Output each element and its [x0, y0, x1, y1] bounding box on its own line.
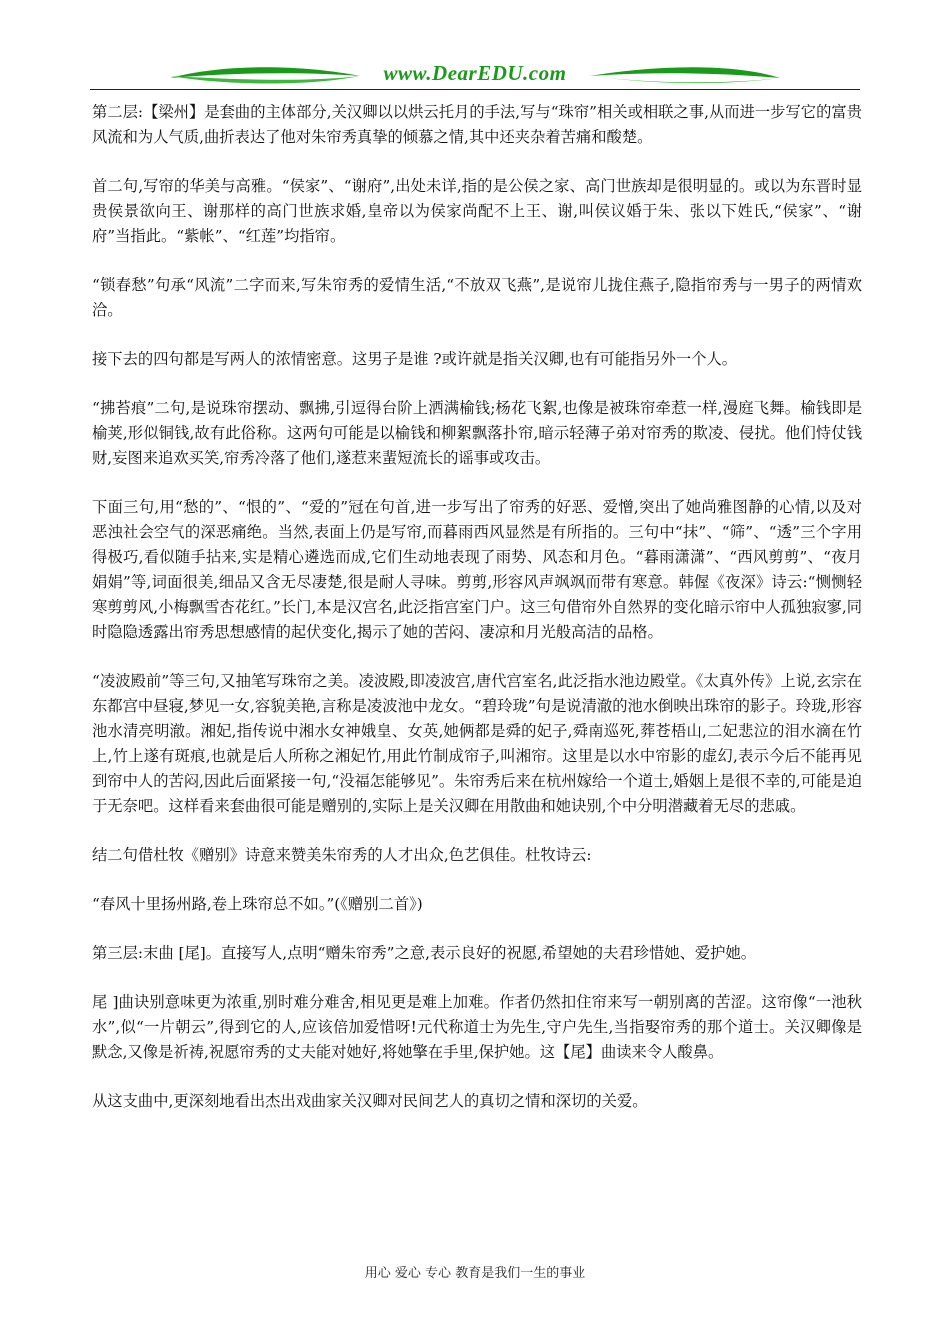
paragraph: 从这支曲中,更深刻地看出杰出戏曲家关汉卿对民间艺人的真切之情和深切的关爱。	[92, 1092, 648, 1110]
paragraph: 接下去的四句都是写两人的浓情密意。这男子是谁 ?或许就是指关汉卿,也有可能指另外一个人。	[92, 350, 738, 368]
site-url: www.DearEDU.com	[383, 61, 567, 85]
header-divider	[90, 89, 860, 90]
paragraph: 尾 ]曲诀别意味更为浓重,别时难分难舍,相见更是难上加难。作者仍然扣住帘来写一朝别离的苦涩。这帘像“一池秋水”,似“一片朝云”,得到它的人,应该倍加爱惜呀!元代称道士为先生,守户先生,当指娶帘秀的那个道士。关汉卿像是默念,又像是祈祷,祝愿帘秀的丈夫能对她好,将她擎在手里,保护她。这【尾】曲读来令人酸鼻。	[92, 993, 862, 1061]
paragraph: “凌波殿前”等三句,又抽笔写珠帘之美。凌波殿,即凌波宫,唐代宫室名,此泛指水池边殿堂。《太真外传》上说,玄宗在东都宫中昼寝,梦见一女,容貌美艳,言称是凌波池中龙女。“碧玲珑”句是说清澈的池水倒映出珠帘的影子。玲珑,形容池水清亮明澈。湘妃,指传说中湘水女神娥皇、女英,她俩都是舜的妃子,舜南巡死,葬苍梧山,二妃悲泣的泪水滴在竹上,竹上遂有斑痕,也就是后人所称之湘妃竹,用此竹制成帘子,叫湘帘。这里是以水中帘影的虚幻,表示今后不能再见到帘中人的苦闷,因此后面紧接一句,“没福怎能够见”。朱帘秀后来在杭州嫁给一个道士,婚姻上是很不幸的,可能是迫于无奈吧。这样看来套曲很可能是赠别的,实际上是关汉卿在用散曲和她诀别,个中分明潜藏着无尽的悲戚。	[92, 672, 862, 815]
site-header-logo	[90, 58, 860, 90]
paragraph: “春风十里扬州路,卷上珠帘总不如。”(《赠别二首》)	[92, 895, 423, 913]
paragraph: “锁春愁”句承“风流”二字而来,写朱帘秀的爱情生活,“不放双飞燕”,是说帘儿拢住燕子,隐指帘秀与一男子的两情欢洽。	[92, 276, 862, 319]
paragraph: 第二层:【梁州】是套曲的主体部分,关汉卿以以烘云托月的手法,写与“珠帘”相关或相联之事,从而进一步写它的富贵风流和为人气质,曲折表达了他对朱帘秀真挚的倾慕之情,其中还夹杂着苦痛和酸楚。	[92, 103, 862, 146]
paragraph: 下面三句,用“愁的”、“恨的”、“爱的”冠在句首,进一步写出了帘秀的好恶、爱憎,突出了她尚雅图静的心情,以及对恶浊社会空气的深恶痛绝。当然,表面上仍是写帘,而暮雨西风显然是有所指的。三句中“抹”、“筛”、“透”三个字用得极巧,看似随手拈来,实是精心遴选而成,它们生动地表现了雨势、风态和月色。“暮雨潇潇”、“西风剪剪”、“夜月娟娟”等,词面很美,细品又含无尽凄楚,很是耐人寻味。剪剪,形容风声飒飒而带有寒意。韩偓《夜深》诗云:“恻恻轻寒剪剪风,小梅飘雪杏花红。”长门,本是汉宫名,此泛指宫室门户。这三句借帘外自然界的变化暗示帘中人孤独寂寥,同时隐隐透露出帘秀思想感情的起伏变化,揭示了她的苦闷、凄凉和月光般高洁的品格。	[92, 498, 862, 641]
paragraph: 结二句借杜牧《赠别》诗意来赞美朱帘秀的人才出众,色艺俱佳。杜牧诗云:	[92, 846, 592, 864]
paragraph: “拂苔痕”二句,是说珠帘摆动、飘拂,引逗得台阶上洒满榆钱;杨花飞絮,也像是被珠帘牵惹一样,漫庭飞舞。榆钱即是榆荚,形似铜钱,故有此俗称。这两句可能是以榆钱和柳絮飘落扑帘,暗示轻薄子弟对帘秀的欺凌、侵扰。他们恃仗钱财,妄图来追欢买笑,帘秀冷落了他们,遂惹来蜚短流长的谣事或攻击。	[92, 399, 862, 467]
article-body	[92, 100, 862, 1138]
page-footer: 用心 爱心 专心 教育是我们一生的事业	[364, 1266, 586, 1281]
paragraph: 首二句,写帘的华美与高雅。“侯家”、“谢府”,出处未详,指的是公侯之家、高门世族却是很明显的。或以为东晋时显贵侯景欲向王、谢那样的高门世族求婚,皇帝以为侯家尚配不上王、谢,叫侯议婚于朱、张以下姓氏,“侯家”、“谢府”当指此。“紫帐”、“红莲”均指帘。	[92, 177, 862, 245]
paragraph: 第三层:末曲 [尾]。直接写人,点明“赠朱帘秀”之意,表示良好的祝愿,希望她的夫君珍惜她、爱护她。	[92, 944, 757, 962]
